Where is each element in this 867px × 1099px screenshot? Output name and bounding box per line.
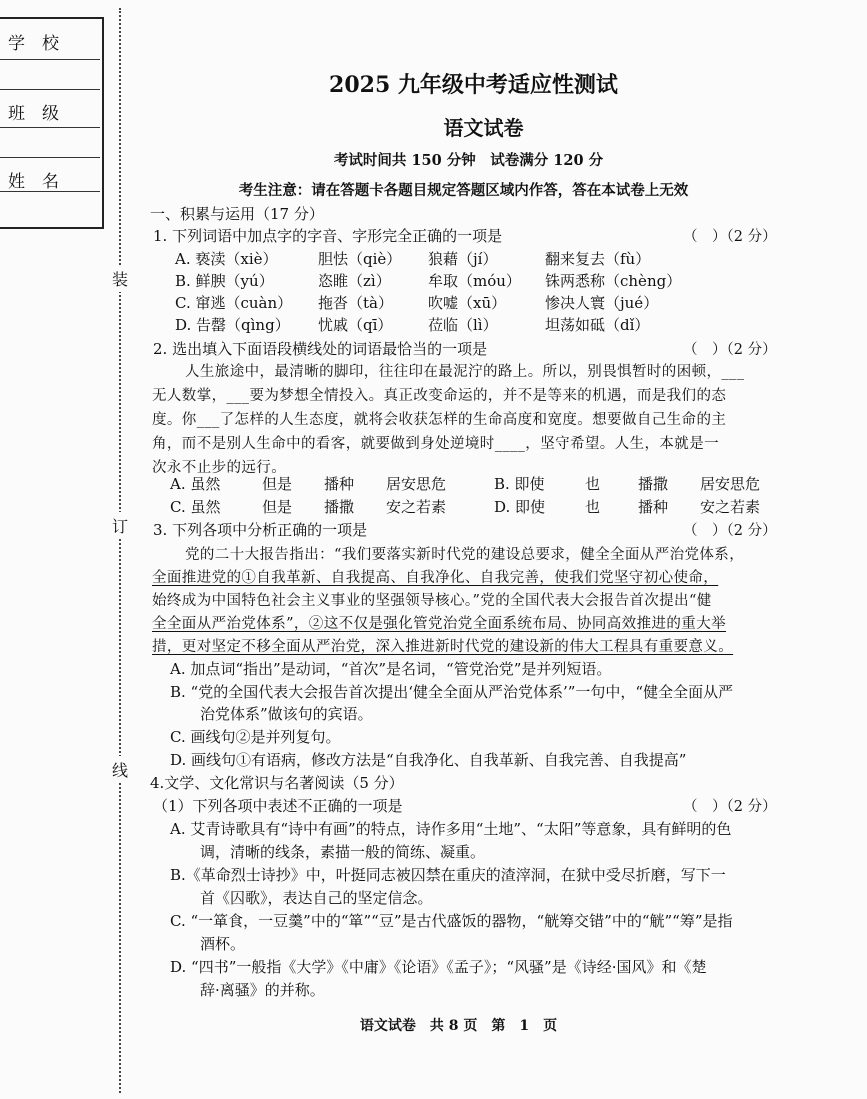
q2-opt-b-2: 也 <box>585 475 601 493</box>
q3-opt-d: D. 画线句①有语病，修改方法是“自我净化、自我革新、自我完善、自我提高” <box>170 751 687 769</box>
q3-opt-b: B. “党的全国代表大会报告首次提出‘健全全面从严治党体系’”一句中，“健全全面从严 <box>170 683 734 701</box>
q2-opt-d-2: 也 <box>585 498 601 516</box>
binding-line <box>119 8 121 1093</box>
q3-opt-a: A. 加点词“指出”是动词，“首次”是名词，“管党治党”是并列短语。 <box>170 660 612 678</box>
q2-opt-c-2: 但是 <box>262 498 293 516</box>
q1-opt-c-2: 拖沓（tà） <box>318 294 393 312</box>
q2-passage-line: 角，而不是别人生命中的看客，就要做到身处逆境时____，坚守希望。人生，本就是一 <box>152 436 719 452</box>
q2-opt-c-3: 播撒 <box>324 498 355 516</box>
q2-opt-c-4: 安之若素 <box>386 498 447 516</box>
q4-opt-b-cont: 首《囚歌》，表达自己的坚定信念。 <box>200 889 433 907</box>
q3-opt-b-cont: 治党体系”做该句的宾语。 <box>200 705 373 723</box>
q3-passage-line: 全面推进党的①自我革新、自我提高、自我净化、自我完善，使我们党坚守初心使命， <box>152 570 719 586</box>
q1-mark: （ ）（2 分） <box>683 229 777 245</box>
q1-opt-c-3: 吹嘘（xū） <box>428 294 507 312</box>
q2-mark: （ ）（2 分） <box>683 342 777 358</box>
q1-opt-b-4: 铢两悉称（chèng） <box>545 272 682 290</box>
q3-passage-line: 始终成为中国特色社会主义事业的坚强领导核心。”党的全国代表大会报告首次提出“健 <box>152 593 712 609</box>
q2-opt-b-1: B. 即使 <box>494 475 545 493</box>
q3-stem: 3. 下列各项中分析正确的一项是 <box>153 521 368 539</box>
q3-passage-line: 党的二十大报告指出：“我们要落实新时代党的建设总要求，健全全面从严治党体系， <box>185 547 745 563</box>
q2-opt-b-4: 居安思危 <box>700 475 761 493</box>
q2-passage-line: 人生旅途中，最清晰的脚印，往往印在最泥泞的路上。所以，别畏惧暂时的困顿，___ <box>185 364 745 380</box>
name-field: 姓 名 <box>8 172 59 192</box>
page-footer: 语文试卷 共 8 页 第 1 页 <box>359 1018 558 1034</box>
q2-opt-a-1: A. 虽然 <box>170 475 221 493</box>
q1-opt-a-4: 翻来复去（fù） <box>545 250 651 268</box>
binding-mark-zhuang: 装 <box>112 265 128 292</box>
q3-passage-line: 措，更对坚定不移全面从严治党，深入推进新时代党的建设新的伟大工程具有重要意义。 <box>152 639 734 655</box>
q4-stem: 4.文学、文化常识与名著阅读（5 分） <box>150 774 404 792</box>
binding-mark-ding: 订 <box>112 512 128 539</box>
q4-opt-c: C. “一箪食，一豆羹”中的“箪”“豆”是古代盛饭的器物，“觥筹交错”中的“觥”“筹”是指 <box>170 912 733 930</box>
q1-opt-d-4: 坦荡如砥（dǐ） <box>545 316 650 334</box>
q1-opt-d-3: 莅临（lì） <box>428 316 498 334</box>
q2-passage-line: 次永不止步的远行。 <box>152 460 287 476</box>
exam-title: 2025 九年级中考适应性测试 <box>329 72 618 98</box>
q3-passage-line: 全全面从严治党体系”，②这不仅是强化管党治党全面系统布局、协同高效推进的重大举 <box>152 616 727 632</box>
q1-stem: 1. 下列词语中加点字的字音、字形完全正确的一项是 <box>153 227 503 245</box>
exam-notice: 考生注意：请在答题卡各题目规定答题区域内作答，答在本试卷上无效 <box>238 182 689 199</box>
q1-opt-d-2: 忧戚（qī） <box>318 316 393 334</box>
q4-opt-d: D. “四书”一般指《大学》《中庸》《论语》《孟子》；“风骚”是《诗经·国风》和《楚 <box>170 958 707 976</box>
subject-title: 语文试卷 <box>443 116 524 140</box>
section-1-heading: 一、积累与运用（17 分） <box>150 205 324 223</box>
q2-stem: 2. 选出填入下面语段横线处的词语最恰当的一项是 <box>153 340 488 358</box>
q2-opt-a-4: 居安思危 <box>386 475 447 493</box>
q2-opt-d-4: 安之若素 <box>700 498 761 516</box>
q2-passage-line: 度。你___了怎样的人生态度，就将会收获怎样的生命高度和宽度。想要做自己生命的主 <box>152 412 727 428</box>
class-field: 班 级 <box>8 104 59 124</box>
q2-opt-b-3: 播撒 <box>638 475 669 493</box>
q2-opt-d-3: 播种 <box>638 498 669 516</box>
q4-opt-c-cont: 酒杯。 <box>200 935 246 953</box>
q2-passage-line: 无人数掌，___要为梦想全情投入。真正改变命运的，并不是等来的机遇，而是我们的态 <box>152 388 727 404</box>
q1-opt-a-2: 胆怯（qiè） <box>318 250 402 268</box>
q1-opt-a-1: A. 亵渎（xiè） <box>175 250 278 268</box>
q2-opt-a-2: 但是 <box>262 475 293 493</box>
q2-opt-d-1: D. 即使 <box>494 498 546 516</box>
q1-opt-c-1: C. 窜逃（cuàn） <box>175 294 293 312</box>
q4-sub1-mark: （ ）（2 分） <box>683 799 777 815</box>
q4-opt-a: A. 艾青诗歌具有“诗中有画”的特点，诗作多用“土地”、“太阳”等意象，具有鲜明的色 <box>170 820 732 838</box>
q4-opt-a-cont: 调，清晰的线条，素描一般的简练、凝重。 <box>200 843 486 861</box>
q1-opt-b-3: 牟取（móu） <box>428 272 521 290</box>
exam-info: 考试时间共 150 分钟 试卷满分 120 分 <box>333 152 604 169</box>
q1-opt-d-1: D. 告罄（qìng） <box>175 316 290 334</box>
binding-mark-xian: 线 <box>112 756 128 783</box>
q1-opt-b-1: B. 鲜腴（yú） <box>175 272 274 290</box>
q3-mark: （ ）（2 分） <box>683 523 777 539</box>
q3-opt-c: C. 画线句②是并列复句。 <box>170 728 341 746</box>
school-field: 学 校 <box>8 34 59 54</box>
q2-opt-a-3: 播种 <box>324 475 355 493</box>
q4-sub1-stem: （1）下列各项中表述不正确的一项是 <box>153 797 403 815</box>
q1-opt-c-4: 惨决人寰（jué） <box>545 294 659 312</box>
q4-opt-d-cont: 辞·离骚》的并称。 <box>200 981 325 999</box>
q4-opt-b: B.《革命烈士诗抄》中，叶挺同志被囚禁在重庆的渣滓洞，在狱中受尽折磨，写下一 <box>170 866 726 884</box>
q1-opt-b-2: 恣睢（zì） <box>318 272 391 290</box>
q1-opt-a-3: 狼藉（jí） <box>428 250 498 268</box>
q2-opt-c-1: C. 虽然 <box>170 498 221 516</box>
